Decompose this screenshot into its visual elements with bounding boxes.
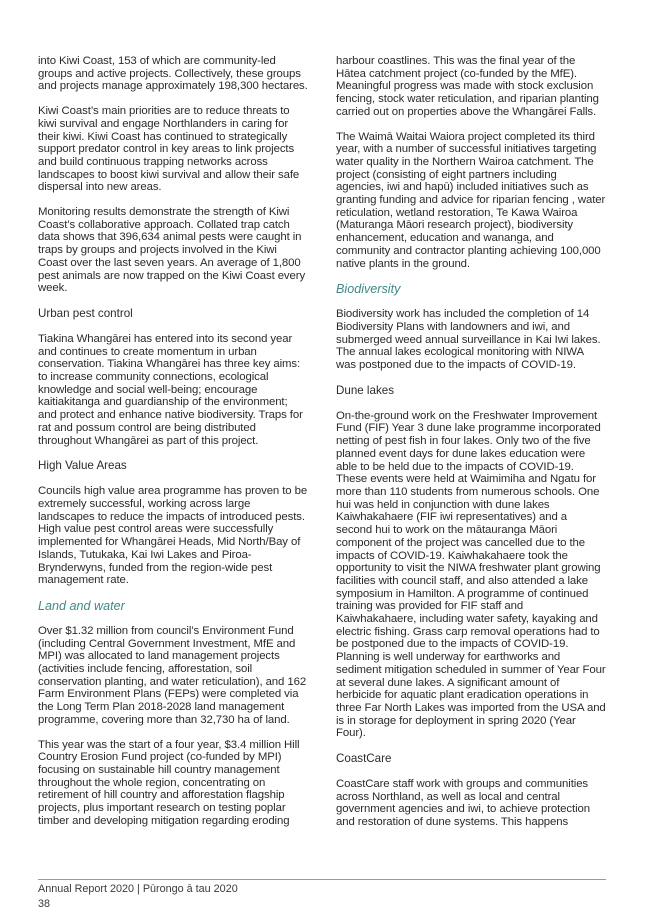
heading-urban-pest-control: Urban pest control <box>38 306 133 320</box>
section-heading-land-and-water: Land and water <box>38 598 125 613</box>
paragraph-hatea-catchment: harbour coastlines. This was the final year of the Hātea catchment project (co-funded by the MfE). Meaningful progress was made with stock exclusion fencing, stock water reticulation, and riparian planting carried out on properties above the Whangārei Falls. <box>336 55 599 118</box>
paragraph-hill-country-erosion: This year was the start of a four year, $3.4 million Hill Country Erosion Fund project (co-funded by MPI) focusing on sustainable hill country management throughout the whole region, concentrating on retirement of hill country and afforestation flagship projects, plus important research on testing poplar timber and developing mitigation regarding eroding <box>38 738 300 827</box>
paragraph-kiwi-coast-priorities: Kiwi Coast’s main priorities are to reduce threats to kiwi survival and engage Northlanders in caring for their kiwi. Kiwi Coast has continued to strategically support predator control in key areas to link projects and build continuous trapping networks across landscapes to boost kiwi survival and allow their safe dispersal into new areas. <box>38 105 300 194</box>
paragraph-biodiversity-work: Biodiversity work has included the completion of 14 Biodiversity Plans with landowners and iwi, and submerged weed annual surveillance in Kai Iwi lakes. The annual lakes ecological monitoring with NIWA was postponed due to the impacts of COVID-19. <box>336 308 601 372</box>
right-column <box>336 55 606 841</box>
heading-coastcare: CoastCare <box>336 752 392 766</box>
paragraph-high-value-areas: Councils high value area programme has proven to be extremely successful, working across large landscapes to reduce the impacts of introduced pests. High value pest control areas were successfully implemented for Whangārei Heads, Mid North/Bay of Islands, Tutukaka, Kai Iwi Lakes and Piroa-Brynderwyns, funded from the region-wide pest management rate. <box>38 485 308 587</box>
paragraph-monitoring-results: Monitoring results demonstrate the strength of Kiwi Coast’s collaborative approach. Collated trap catch data shows that 396,634 animal pests were caught in traps by groups and projects involved in the Kiwi Coast over the last seven years. An average of 1,800 pest animals are now trapped on the Kiwi Coast every week. <box>38 206 306 295</box>
paragraph-coastcare: CoastCare staff work with groups and communities across Northland, as well as local and central government agencies and iwi, to achieve protection and restoration of dune systems. This happens <box>336 778 590 829</box>
section-heading-biodiversity: Biodiversity <box>336 282 401 297</box>
paragraph-dune-lakes: On-the-ground work on the Freshwater Improvement Fund (FIF) Year 3 dune lake programme incorporated netting of pest fish in four lakes. Only two of the five planned event days for dune lakes education were able to be held due to the impacts of COVID-19. These events were held at Waimimiha and Ngatu for more than 110 students from numerous schools. One hui was held in conjunction with dune lakes Kaiwhakahaere (FIF iwi representatives) and a second hui to work on the mātauranga Māori component of the project was cancelled due to the impacts of COVID-19. Kaiwhakahaere took the opportunity to visit the NIWA freshwater plant growing facilities with council staff, and also attended a lake symposium in Hamilton. A programme of continued training was provided for FIF staff and Kaiwhakahaere, including water safety, kayaking and electric fishing. Grass carp removal operations had to be postponed due to the impacts of COVID-19. Planning is well underway for earthworks and sediment mitigation scheduled in summer of Year Four at several dune lakes. A significant amount of herbicide for aquatic plant eradication operations in three Far North Lakes was imported from the USA and is in storage for deployment in spring 2020 (Year Four). <box>336 409 606 740</box>
footer-divider <box>38 879 606 880</box>
heading-dune-lakes: Dune lakes <box>336 383 395 397</box>
left-column <box>38 55 308 839</box>
page-number: 38 <box>38 898 51 910</box>
paragraph-kiwi-coast-groups: into Kiwi Coast, 153 of which are community-led groups and active projects. Collectively, these groups and projects manage approximately 198,300 hectares. <box>38 55 308 93</box>
footer-report-title: Annual Report 2020 | Pūrongo ā tau 2020 <box>38 883 238 895</box>
paragraph-waima-waitai-waiora: The Waimā Waitai Waiora project completed its third year, with a number of successful initiatives targeting water quality in the Northern Wairoa catchment. The project (consisting of eight partners including agencies, iwi and hapū) included initiatives such as granting funding and advice for riparian fencing , water reticulation, wetland restoration, Te Kawa Wairoa (Maturanga Māori research project), biodiversity enhancement, education and wananga, and community and contractor planting achieving 100,000 native plants in the ground. <box>336 130 606 270</box>
heading-high-value-areas: High Value Areas <box>38 459 127 473</box>
paragraph-environment-fund: Over $1.32 million from council’s Environment Fund (including Central Government Investment, MfE and MPI) was allocated to land management projects (activities include fencing, afforestation, soil conservation planting, and water reticulation), and 162 Farm Environment Plans (FEPs) were completed via the Long Term Plan 2018-2028 land management programme, covering more than 32,730 ha of land. <box>38 624 307 726</box>
paragraph-tiakina-whangarei: Tiakina Whangārei has entered into its second year and continues to create momentum in urban conservation. Tiakina Whangārei has three key aims: to increase community connections, ecological knowledge and social well-being; encourage kaitiakitanga and guardianship of the environment; and protect and enhance native biodiversity. Traps for rat and possum control are being distributed throughout Whangārei as part of this project. <box>38 332 303 447</box>
